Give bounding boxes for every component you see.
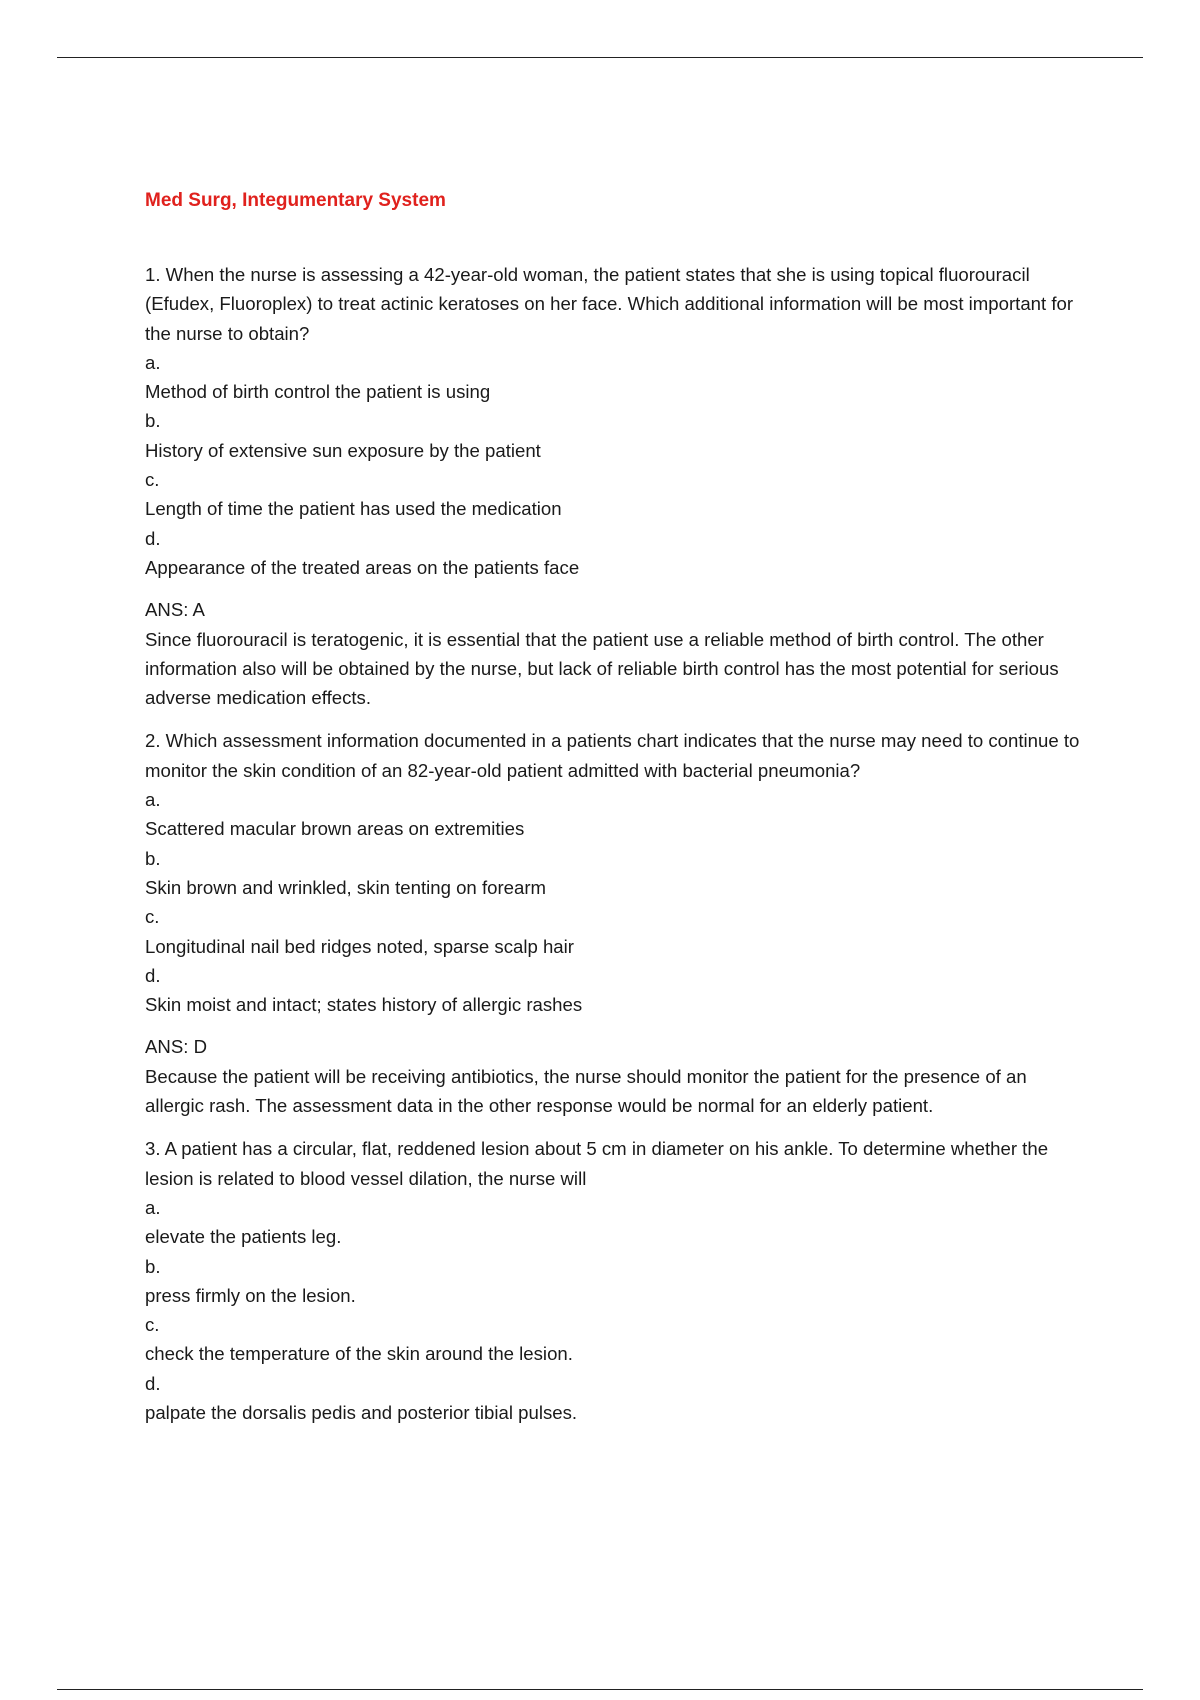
option-text-a: Method of birth control the patient is using xyxy=(145,381,491,403)
question-text: 1. When the nurse is assessing a 42-year-old woman, the patient states that she is using topical fluorouracil (Efudex, Fluoroplex) to treat actinic keratoses on her face. Which additional information will be most important for the nurse to obtain? xyxy=(145,264,1074,344)
option-text-c: check the temperature of the skin around the lesion. xyxy=(145,1343,573,1365)
answer-block xyxy=(145,595,1090,712)
question-1 xyxy=(145,260,1090,712)
option-letter-c: c. xyxy=(145,469,160,491)
option-text-c: Length of time the patient has used the medication xyxy=(145,498,562,520)
option-letter-b: b. xyxy=(145,1255,161,1277)
top-rule xyxy=(57,57,1143,58)
option-letter-d: d. xyxy=(145,1372,161,1394)
question-text: 3. A patient has a circular, flat, reddened lesion about 5 cm in diameter on his ankle. To determine whether the lesion is related to blood vessel dilation, the nurse will xyxy=(145,1138,1049,1189)
option-text-c: Longitudinal nail bed ridges noted, sparse scalp hair xyxy=(145,935,574,957)
question-text: 2. Which assessment information documented in a patients chart indicates that the nurse may need to continue to monitor the skin condition of an 82-year-old patient admitted with bacterial pneumonia? xyxy=(145,730,1080,781)
option-text-a: elevate the patients leg. xyxy=(145,1226,342,1248)
option-letter-b: b. xyxy=(145,410,161,432)
document-content xyxy=(145,187,1090,1427)
option-text-b: History of extensive sun exposure by the patient xyxy=(145,439,541,461)
answer-label: ANS: D xyxy=(145,1036,207,1058)
option-text-d: palpate the dorsalis pedis and posterior tibial pulses. xyxy=(145,1401,578,1423)
option-letter-c: c. xyxy=(145,1314,160,1336)
option-letter-a: a. xyxy=(145,789,161,811)
option-letter-d: d. xyxy=(145,527,161,549)
option-text-a: Scattered macular brown areas on extremities xyxy=(145,818,525,840)
answer-rationale: Because the patient will be receiving antibiotics, the nurse should monitor the patient for the presence of an allergic rash. The assessment data in the other response would be normal for an elderly patient. xyxy=(145,1065,1027,1117)
answer-rationale: Since fluorouracil is teratogenic, it is essential that the patient use a reliable method of birth control. The other information also will be obtained by the nurse, but lack of reliable birth control has the most potential for serious adverse medication effects. xyxy=(145,628,1059,709)
option-text-d: Appearance of the treated areas on the patients face xyxy=(145,556,580,578)
option-letter-a: a. xyxy=(145,1196,161,1218)
answer-block xyxy=(145,1032,1090,1120)
option-text-d: Skin moist and intact; states history of allergic rashes xyxy=(145,994,583,1016)
option-letter-d: d. xyxy=(145,964,161,986)
bottom-rule xyxy=(57,1689,1143,1690)
option-letter-c: c. xyxy=(145,906,160,928)
question-3 xyxy=(145,1134,1090,1427)
answer-label: ANS: A xyxy=(145,599,205,621)
option-text-b: Skin brown and wrinkled, skin tenting on forearm xyxy=(145,876,547,898)
option-letter-b: b. xyxy=(145,847,161,869)
question-2 xyxy=(145,726,1090,1120)
option-letter-a: a. xyxy=(145,351,161,373)
document-title: Med Surg, Integumentary System xyxy=(145,190,446,211)
option-text-b: press firmly on the lesion. xyxy=(145,1284,356,1306)
